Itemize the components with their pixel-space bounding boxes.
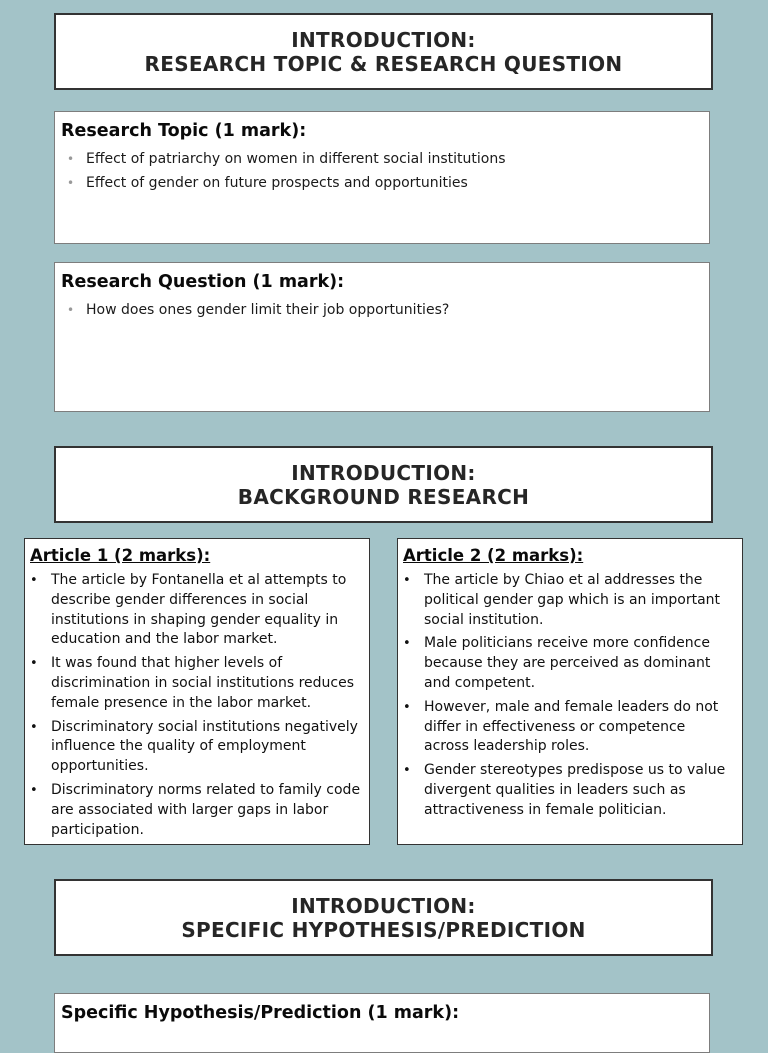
research-topic-box: [54, 111, 710, 244]
title-line-2: SPECIFIC HYPOTHESIS/PREDICTION: [181, 917, 586, 942]
list-item: • Discriminatory norms related to family code are associated with larger gaps in labor participation.: [30, 781, 361, 840]
list-item: • The article by Fontanella et al attempts to describe gender differences in social institutions in shaping gender equality in education and the labor market.: [30, 571, 361, 650]
hypothesis-box: [54, 993, 710, 1053]
article-1-heading: Article 1 (2 marks):: [30, 546, 211, 565]
research-question-list: [55, 298, 709, 322]
list-item: • Effect of patriarchy on women in different social institutions: [67, 147, 709, 171]
article-1-box: [24, 538, 370, 845]
list-item: • It was found that higher levels of discrimination in social institutions reduces female presence in the labor market.: [30, 654, 361, 713]
intro-research-title: [54, 13, 713, 90]
hypothesis-heading: Specific Hypothesis/Prediction (1 mark):: [61, 1003, 460, 1023]
article-2-box: [397, 538, 743, 845]
title-line-1: INTRODUCTION:: [291, 893, 476, 918]
list-item: • The article by Chiao et al addresses the political gender gap which is an important social institution.: [403, 571, 734, 630]
list-item: • Gender stereotypes predispose us to value divergent qualities in leaders such as attractiveness in female politician.: [403, 761, 734, 820]
title-line-1: INTRODUCTION:: [291, 460, 476, 485]
article-1-list: [25, 571, 369, 840]
article-2-heading: Article 2 (2 marks):: [403, 546, 584, 565]
title-line-2: RESEARCH TOPIC & RESEARCH QUESTION: [144, 51, 623, 76]
research-topic-heading: Research Topic (1 mark):: [61, 121, 307, 141]
title-line-1: INTRODUCTION:: [291, 27, 476, 52]
title-line-2: BACKGROUND RESEARCH: [237, 484, 530, 509]
list-item: • Effect of gender on future prospects and opportunities: [67, 171, 709, 195]
research-topic-list: [55, 147, 709, 195]
list-item: • Discriminatory social institutions negatively influence the quality of employment opportunities.: [30, 718, 361, 777]
intro-hypothesis-title: [54, 879, 713, 956]
intro-background-title: [54, 446, 713, 523]
list-item: • How does ones gender limit their job opportunities?: [67, 298, 709, 322]
article-2-list: [398, 571, 742, 821]
list-item: • However, male and female leaders do not differ in effectiveness or competence across leadership roles.: [403, 698, 734, 757]
research-question-box: [54, 262, 710, 412]
research-question-heading: Research Question (1 mark):: [61, 272, 345, 292]
list-item: • Male politicians receive more confidence because they are perceived as dominant and competent.: [403, 634, 734, 693]
